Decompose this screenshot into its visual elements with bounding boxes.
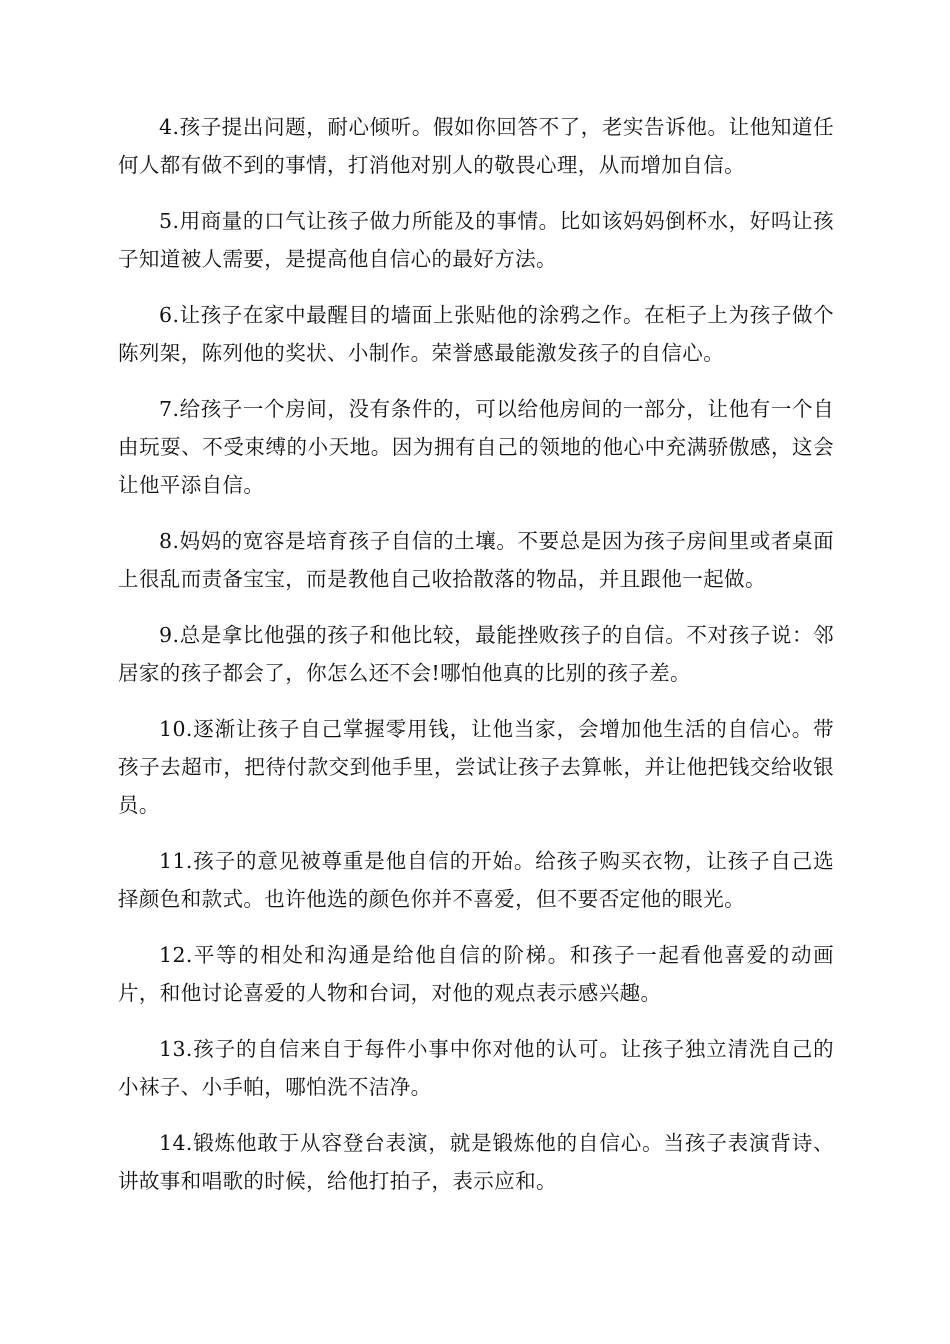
paragraph-6: 6.让孩子在家中最醒目的墙面上张贴他的涂鸦之作。在柜子上为孩子做个陈列架，陈列他的奖状、小制作。荣誉感最能激发孩子的自信心。 [118, 303, 834, 365]
paragraph-4: 4.孩子提出问题，耐心倾听。假如你回答不了，老实告诉他。让他知道任何人都有做不到的事情，打消他对别人的敬畏心理，从而增加自信。 [118, 115, 834, 177]
paragraph-11: 11.孩子的意见被尊重是他自信的开始。给孩子购买衣物，让孩子自己选择颜色和款式。也许他选的颜色你并不喜爱，但不要否定他的眼光。 [118, 849, 834, 911]
paragraph-10: 10.逐渐让孩子自己掌握零用钱，让他当家，会增加他生活的自信心。带孩子去超市，把待付款交到他手里，尝试让孩子去算帐，并让他把钱交给收银员。 [118, 717, 834, 817]
paragraph-5: 5.用商量的口气让孩子做力所能及的事情。比如该妈妈倒杯水，好吗让孩子知道被人需要，是提高他自信心的最好方法。 [118, 209, 834, 271]
paragraph-13: 13.孩子的自信来自于每件小事中你对他的认可。让孩子独立清洗自己的小袜子、小手帕，哪怕洗不洁净。 [118, 1037, 834, 1099]
paragraph-7: 7.给孩子一个房间，没有条件的，可以给他房间的一部分，让他有一个自由玩耍、不受束缚的小天地。因为拥有自己的领地的他心中充满骄傲感，这会让他平添自信。 [118, 397, 834, 497]
paragraph-14: 14.锻炼他敢于从容登台表演，就是锻炼他的自信心。当孩子表演背诗、讲故事和唱歌的时候，给他打拍子，表示应和。 [118, 1131, 834, 1193]
document-body [118, 108, 834, 1218]
paragraph-9: 9.总是拿比他强的孩子和他比较，最能挫败孩子的自信。不对孩子说：邻居家的孩子都会了，你怎么还不会!哪怕他真的比别的孩子差。 [118, 623, 834, 685]
paragraph-12: 12.平等的相处和沟通是给他自信的阶梯。和孩子一起看他喜爱的动画片，和他讨论喜爱的人物和台词，对他的观点表示感兴趣。 [118, 943, 834, 1005]
paragraph-8: 8.妈妈的宽容是培育孩子自信的土壤。不要总是因为孩子房间里或者桌面上很乱而责备宝宝，而是教他自己收拾散落的物品，并且跟他一起做。 [118, 529, 834, 591]
